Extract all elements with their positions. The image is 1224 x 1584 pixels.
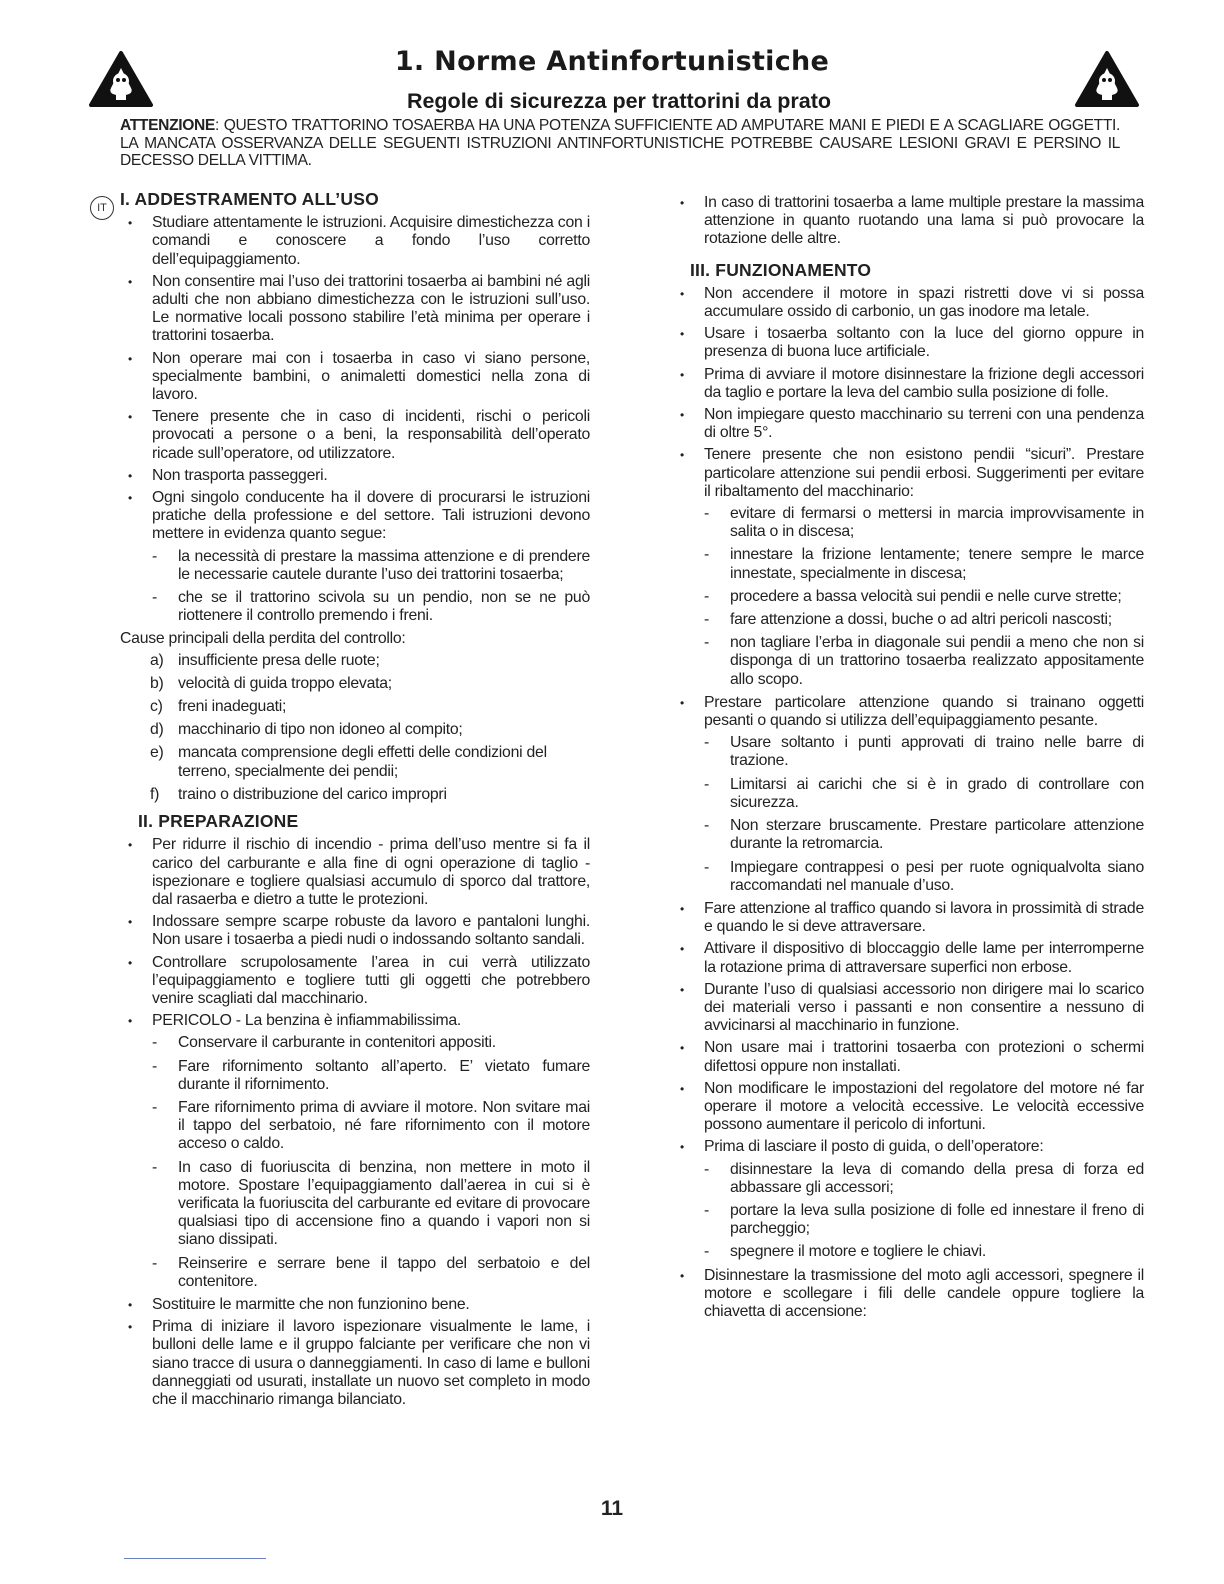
list-item: - In caso di fuoriuscita di benzina, non mettere in moto il motore. Spostare l’equipaggiamento dall’aerea in cui si è verificata la fuoriuscita del carburante ed evitare di provocare qualsiasi tipo di accensione fino a quando i vapori non si siano dissipati.: [120, 1159, 590, 1250]
list-item: [120, 721, 590, 739]
page-subtitle: Regole di sicurezza per trattorini da prato: [406, 89, 832, 113]
list-item: • Controllare scrupolosamente l’area in cui verrà utilizzato l’equipaggiamento e togliere tutti gli oggetti che potrebbero venire scagliati dal macchinario.: [120, 954, 590, 1009]
section-heading: II. PREPARAZIONE: [138, 811, 299, 832]
language-badge: IT: [90, 196, 114, 220]
list-item-text: traino o distribuzione del carico impropri: [178, 785, 447, 803]
warning-paragraph: [120, 117, 1120, 170]
left-column: [120, 190, 590, 1413]
list-marker: a): [150, 651, 164, 669]
dash-list: [672, 734, 1144, 895]
list-item: • Non consentire mai l’uso dei trattorini tosaerba ai bambini né agli adulti che non abbiano dimestichezza con le istruzioni sull’uso. Le normative locali possono stabilire l’età minima per operare i trattorini tosaerba.: [120, 273, 590, 346]
dash-list: [672, 1161, 1144, 1262]
list-item-text: PERICOLO - La benzina è infiammabilissima.: [152, 1012, 462, 1030]
footer-divider: [124, 1558, 266, 1559]
causes-intro: Cause principali della perdita del controllo:: [120, 630, 406, 648]
list-item: - Non sterzare bruscamente. Prestare particolare attenzione durante la retromarcia.: [672, 817, 1144, 853]
list-item-text: Prestare particolare attenzione quando si trainano oggetti pesanti o quando si utilizza dell’equipaggiamento pesante.: [704, 693, 1144, 730]
list-item: - Fare rifornimento prima di avviare il motore. Non svitare mai il tappo del serbatoio, né fare rifornimento con il motore acceso o caldo.: [120, 1099, 590, 1154]
list-marker: b): [150, 674, 164, 692]
list-item: • Prima di avviare il motore disinnestare la frizione degli accessori da taglio e portare la leva del cambio sulla posizione di folle.: [672, 366, 1144, 402]
list-item: - Conservare il carburante in contenitori appositi.: [120, 1034, 590, 1052]
list-item: - fare attenzione a dossi, buche o ad altri pericoli nascosti;: [672, 611, 1144, 629]
list-item: • Non trasporta passeggeri.: [120, 467, 590, 485]
list-item: - non tagliare l’erba in diagonale sui pendii a meno che non si disponga di un trattorino tosaerba realizzato appositamente allo scopo.: [672, 634, 1144, 689]
list-item-text: mancata comprensione degli effetti delle condizioni del terreno, specialmente dei pendii;: [178, 744, 547, 780]
section-heading: III. FUNZIONAMENTO: [690, 259, 872, 280]
list-item: • Usare i tosaerba soltanto con la luce del giorno oppure in presenza di buona luce artificiale.: [672, 325, 1144, 361]
warning-label: ATTENZIONE: [120, 117, 215, 134]
list-item-text: velocità di guida troppo elevata;: [178, 674, 392, 692]
list-item: • Fare attenzione al traffico quando si lavora in prossimità di strade e quando le si deve attraversare.: [672, 900, 1144, 936]
list-item: [120, 652, 590, 670]
list-marker: f): [150, 785, 160, 803]
list-item-text: Tenere presente che non esistono pendii “sicuri”. Prestare particolare attenzione sui pendii erbosi. Suggerimenti per evitare il ribaltamento del macchinario:: [704, 446, 1144, 500]
list-item: [672, 694, 1144, 895]
list-item: • Sostituire le marmitte che non funzionino bene.: [120, 1296, 590, 1314]
causes-list: [120, 652, 590, 804]
bullet-list: [672, 285, 1144, 1321]
list-item: • Attivare il dispositivo di bloccaggio delle lame per interromperne la rotazione prima di attraversare superfici non erbose.: [672, 940, 1144, 976]
list-item-text: Ogni singolo conducente ha il dovere di procurarsi le istruzioni pratiche della professione e del settore. Tali istruzioni devono mettere in evidenza quanto segue:: [152, 489, 590, 543]
list-item: • Per ridurre il rischio di incendio - prima dell’uso mentre si fa il carico del carburante e alla fine di ogni operazione di taglio - ispezionare e togliere qualsiasi accumulo di sporco dal trattore, dal rasaerba e dietro a tutte le protezioni.: [120, 836, 590, 909]
list-item-text: macchinario di tipo non idoneo al compito;: [178, 721, 463, 739]
list-item: - che se il trattorino scivola su un pendio, non se ne può riottenere il controllo premendo i freni.: [120, 589, 590, 625]
list-item: • Prima di iniziare il lavoro ispezionare visualmente le lame, i bulloni delle lame e il gruppo falciante per verificare che non vi siano tracce di usura o danneggiamenti. In caso di lame e bulloni danneggiati od usurati, installate un nuovo set completo in modo che il macchinario rimanga bilanciato.: [120, 1318, 590, 1409]
list-item: • Durante l’uso di qualsiasi accessorio non dirigere mai lo scarico dei materiali verso i passanti e non consentire a nessuno di avvicinarsi al macchinario in funzione.: [672, 981, 1144, 1036]
list-item: - Reinserire e serrare bene il tappo del serbatoio e del contenitore.: [120, 1255, 590, 1291]
list-item: - innestare la frizione lentamente; tenere sempre le marce innestate, specialmente in discesa;: [672, 546, 1144, 582]
bullet-list: [120, 836, 590, 1409]
list-item: [120, 489, 590, 625]
list-marker: c): [150, 698, 163, 716]
list-item-text: freni inadeguati;: [178, 698, 287, 716]
dash-list: [120, 1034, 590, 1291]
list-item: • Disinnestare la trasmissione del moto agli accessori, spegnere il motore e scollegare i fili delle candele oppure togliere la chiavetta di accensione:: [672, 1267, 1144, 1322]
list-item: - evitare di fermarsi o mettersi in marcia improvvisamente in salita o in discesa;: [672, 505, 1144, 541]
right-column: [672, 194, 1144, 1325]
list-item-text: Prima di lasciare il posto di guida, o dell’operatore:: [704, 1138, 1044, 1156]
list-item: • Non usare mai i trattorini tosaerba con protezioni o schermi difettosi oppure non installati.: [672, 1039, 1144, 1075]
list-item: [120, 698, 590, 716]
page-number: 11: [600, 1497, 624, 1520]
list-item: • Tenere presente che in caso di incidenti, rischi o pericoli provocati a persone o a beni, la responsabilità dell’operato ricade sull’operatore, od utilizzatore.: [120, 408, 590, 463]
dash-list: [672, 505, 1144, 689]
list-item: - disinnestare la leva di comando della presa di forza ed abbassare gli accessori;: [672, 1161, 1144, 1197]
bullet-list: [672, 194, 1144, 249]
list-item: • In caso di trattorini tosaerba a lame multiple prestare la massima attenzione in quanto ruotando una lama si può provocare la rotazione delle altre.: [672, 194, 1144, 249]
list-item-text: insufficiente presa delle ruote;: [178, 651, 380, 669]
list-item: [120, 1012, 590, 1291]
list-item: [120, 786, 590, 804]
dash-list: [120, 548, 590, 626]
bullet-list: [120, 214, 590, 625]
list-item: [672, 1138, 1144, 1261]
warning-text: : QUESTO TRATTORINO TOSAERBA HA UNA POTENZA SUFFICIENTE AD AMPUTARE MANI E PIEDI E A SCAGLIARE OGGETTI. LA MANCATA OSSERVANZA DELLE SEGUENTI ISTRUZIONI ANTINFORTUNISTICHE POTREBBE CAUSARE LESIONI GRAVI E PERSINO IL DECESSO DELLA VITTIMA.: [120, 117, 1120, 169]
list-item: • Indossare sempre scarpe robuste da lavoro e pantaloni lunghi. Non usare i tosaerba a piedi nudi o indossando soltanto sandali.: [120, 913, 590, 949]
list-item: - la necessità di prestare la massima attenzione e di prendere le necessarie cautele durante l’uso dei trattorini tosaerba;: [120, 548, 590, 584]
list-item: • Non accendere il motore in spazi ristretti dove vi si possa accumulare ossido di carbonio, un gas inodore ma letale.: [672, 285, 1144, 321]
list-item: - Limitarsi ai carichi che si è in grado di controllare con sicurezza.: [672, 776, 1144, 812]
list-item: [120, 675, 590, 693]
list-item: - procedere a bassa velocità sui pendii e nelle curve strette;: [672, 588, 1144, 606]
list-item: • Non modificare le impostazioni del regolatore del motore né far operare il motore a velocità eccessive. Le velocità eccessive possono aumentare il pericolo di infortuni.: [672, 1080, 1144, 1135]
list-item: [672, 446, 1144, 688]
list-item: - Fare rifornimento soltanto all’aperto. E’ vietato fumare durante il rifornimento.: [120, 1058, 590, 1094]
list-item: • Non impiegare questo macchinario su terreni con una pendenza di oltre 5°.: [672, 406, 1144, 442]
section-heading: I. ADDESTRAMENTO ALL’USO: [120, 189, 379, 209]
list-item: - Impiegare contrappesi o pesi per ruote ogniqualvolta siano raccomandati nel manuale d’uso.: [672, 859, 1144, 895]
page-title: 1. Norme Antinfortunistiche: [394, 46, 830, 77]
list-item: - spegnere il motore e togliere le chiavi.: [672, 1243, 1144, 1261]
list-item: • Non operare mai con i tosaerba in caso vi siano persone, specialmente bambini, o animaletti domestici nella zona di lavoro.: [120, 350, 590, 405]
list-marker: e): [150, 744, 164, 762]
list-item: - Usare soltanto i punti approvati di traino nelle barre di trazione.: [672, 734, 1144, 770]
list-item: • Studiare attentamente le istruzioni. Acquisire dimestichezza con i comandi e conoscere a fondo l’uso corretto dell’equipaggiamento.: [120, 214, 590, 269]
list-item: - portare la leva sulla posizione di folle ed innestare il freno di parcheggio;: [672, 1202, 1144, 1238]
list-item: [120, 744, 590, 780]
list-marker: d): [150, 721, 164, 739]
